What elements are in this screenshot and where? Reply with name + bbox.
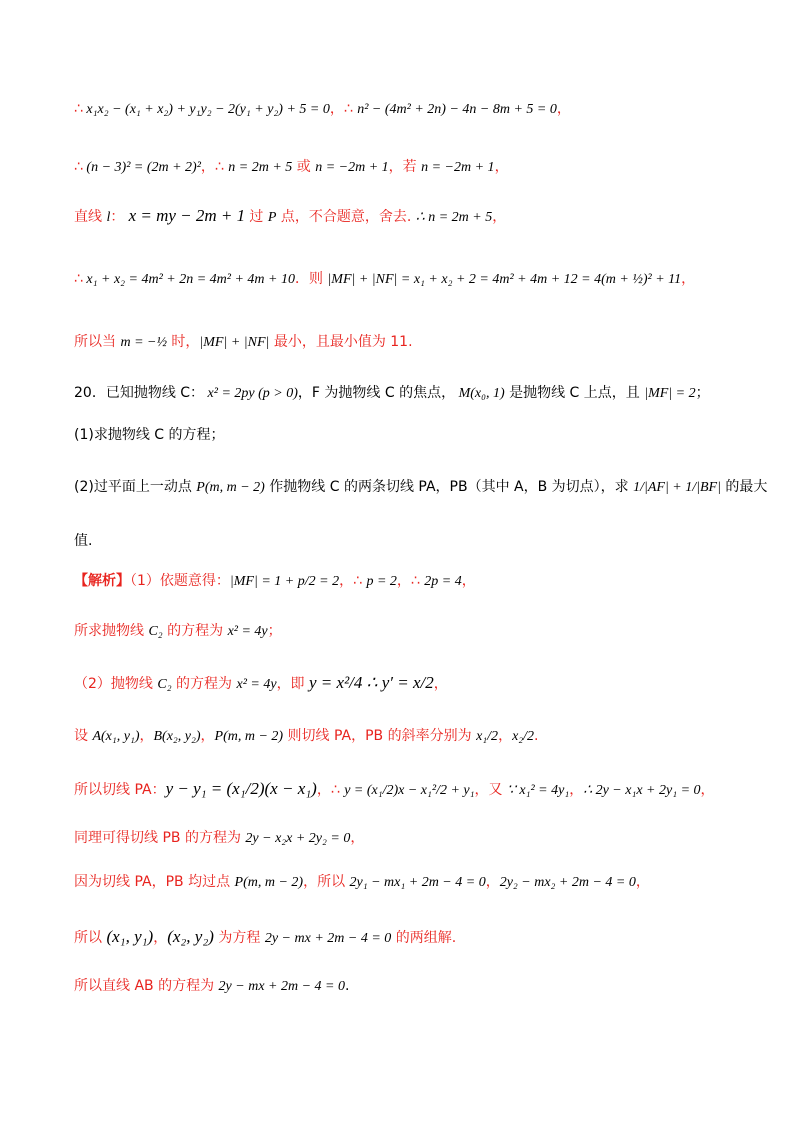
text-segment: ， <box>492 209 507 225</box>
math-expression: |MF| = 2 <box>644 386 696 401</box>
question-20-stem <box>74 382 710 405</box>
question-20-part-1 <box>74 424 225 446</box>
text-segment: 作抛物线 C 的两条切线 PA，PB（其中 A，B 为切点），求 <box>264 479 634 495</box>
math-expression: ∵ x₁² = 4y₁ <box>506 783 570 798</box>
text-segment: ∴ <box>74 159 83 175</box>
math-expression: y = (x₁/2)x − x₁²/2 + y₁ <box>344 783 475 798</box>
text-segment: 同理可得切线 PB 的方程为 <box>74 830 246 846</box>
math-expression: ∴ 2y − x₁x + 2y₁ = 0 <box>583 783 701 798</box>
text-segment: . <box>344 978 350 994</box>
math-expression: P <box>267 210 277 225</box>
math-expression: x² = 4y <box>227 624 268 639</box>
text-segment: 的方程为 <box>162 623 228 639</box>
text-segment: 的最大 <box>720 479 768 495</box>
text-segment: ， <box>635 874 650 890</box>
text-segment: 的两组解. <box>391 930 457 946</box>
text-segment: ．则 <box>295 271 328 287</box>
math-expression: 2p = 4 <box>424 574 462 589</box>
text-segment: (2)过平面上一动点 <box>74 479 197 495</box>
text-segment: ，∴ <box>339 573 367 589</box>
text-segment: 所以直线 AB 的方程为 <box>74 978 219 994</box>
text-segment: ； <box>267 623 282 639</box>
math-expression: ∴ n = 2m + 5 <box>415 210 493 225</box>
analysis-line-2 <box>74 620 282 643</box>
math-expression: (n − 3)² = (2m + 2)² <box>82 160 201 175</box>
math-expression: B(x₂, y₂) <box>153 729 201 744</box>
text-segment: 【解析】 <box>74 573 130 589</box>
text-segment: 过 <box>249 209 268 225</box>
math-expression: 2y − x₂x + 2y₂ = 0 <box>245 831 351 846</box>
text-segment: 为方程 <box>213 930 265 946</box>
text-segment: 最小，且最小值为 11. <box>269 334 413 350</box>
text-segment: ， <box>433 676 448 692</box>
solution-line-1 <box>74 98 571 121</box>
math-expression: (x₂, y₂) <box>167 927 214 946</box>
text-segment: ，∴ <box>396 573 425 589</box>
analysis-line-6 <box>74 827 364 850</box>
math-expression: x² = 4y <box>236 677 277 692</box>
analysis-line-3 <box>74 672 448 696</box>
text-segment: 时， <box>166 334 200 350</box>
analysis-line-1 <box>74 570 476 593</box>
text-segment: ， <box>461 573 476 589</box>
math-expression: l <box>106 210 111 225</box>
text-segment: ， <box>200 728 215 744</box>
analysis-line-8 <box>74 926 456 950</box>
text-segment: （2）抛物线 <box>74 676 158 692</box>
text-segment: ， <box>350 830 365 846</box>
text-segment: ， <box>494 159 509 175</box>
math-expression: m = −½ <box>120 335 167 350</box>
math-expression: x₁x₂ − (x₁ + x₂) + y₁y₂ − 2(y₁ + y₂) + 5 = 0 <box>82 102 330 117</box>
text-segment: 因为切线 PA，PB 均过点 <box>74 874 235 890</box>
math-expression: 1/|AF| + 1/|BF| <box>633 480 721 495</box>
math-expression: y − y₁ = (x₁/2)(x − x₁) <box>165 779 317 798</box>
text-segment: 则切线 PA，PB 的斜率分别为 <box>283 728 477 744</box>
math-expression: C₂ <box>148 624 163 639</box>
math-expression: |MF| = 1 + p/2 = 2 <box>229 574 340 589</box>
solution-line-4 <box>74 268 695 291</box>
math-expression: n = −2m + 1 <box>421 160 495 175</box>
analysis-line-5 <box>74 778 715 802</box>
math-expression: M(x₀, 1) <box>455 386 505 401</box>
math-expression: 2y − mx + 2m − 4 = 0 <box>264 931 392 946</box>
math-expression: p = 2 <box>366 574 397 589</box>
text-segment: ， <box>498 728 513 744</box>
text-segment: 点，不合题意，舍去. <box>276 209 416 225</box>
question-20-part-2-cont <box>74 530 92 552</box>
text-segment: ，∴ <box>316 782 345 798</box>
math-expression: y = x²/4 ∴ y′ = x/2 <box>309 673 434 692</box>
math-expression: n = −2m + 1 <box>315 160 389 175</box>
math-expression: A(x₁, y₁) <box>92 729 140 744</box>
text-segment: 设 <box>74 728 93 744</box>
math-expression: x₁/2 <box>476 729 499 744</box>
math-expression: x = my − 2m + 1 <box>124 206 250 225</box>
math-expression: (x₁, y₁) <box>106 927 154 946</box>
question-20-part-2 <box>74 476 767 499</box>
text-segment: . <box>534 728 539 744</box>
text-segment: 的方程为 <box>171 676 237 692</box>
text-segment: ，又 <box>474 782 507 798</box>
math-expression: x₂/2 <box>512 729 535 744</box>
text-segment: ，即 <box>276 676 310 692</box>
text-segment: ，若 <box>388 159 422 175</box>
solution-line-5 <box>74 331 413 354</box>
solution-line-2 <box>74 156 509 179</box>
text-segment: ， <box>139 728 154 744</box>
math-expression: C₂ <box>157 677 172 692</box>
math-expression: P(m, m − 2) <box>214 729 284 744</box>
math-expression: P(m, m − 2) <box>196 480 265 495</box>
text-segment: 所以切线 PA： <box>74 782 166 798</box>
math-expression: 2y − mx + 2m − 4 = 0 <box>218 979 345 994</box>
math-expression: n = 2m + 5 <box>228 160 293 175</box>
math-expression: |MF| + |NF| = x₁ + x₂ + 2 = 4m² + 4m + 12 = 4(m + ½)² + 11 <box>327 272 682 287</box>
text-segment: ，所以 <box>303 874 350 890</box>
math-expression: n² − (4m² + 2n) − 4n − 8m + 5 = 0 <box>357 102 557 117</box>
text-segment: 是抛物线 C 上点，且 <box>504 385 645 401</box>
text-segment: 直线 <box>74 209 107 225</box>
text-segment: ，∴ <box>329 101 358 117</box>
math-expression: x₁ + x₂ = 4m² + 2n = 4m² + 4m + 10 <box>82 272 295 287</box>
solution-line-3 <box>74 205 506 229</box>
text-segment: 20．已知抛物线 C： <box>74 385 205 401</box>
math-expression: x² = 2py (p > 0) <box>204 386 298 401</box>
text-segment: ， <box>681 271 696 287</box>
text-segment: ∴ <box>74 101 83 117</box>
text-segment: ： <box>110 209 125 225</box>
text-segment: ∴ <box>74 271 83 287</box>
math-expression: 2y₂ − mx₂ + 2m − 4 = 0 <box>499 875 636 890</box>
text-segment: 值. <box>74 533 93 549</box>
math-expression: |MF| + |NF| <box>199 335 270 350</box>
analysis-line-9 <box>74 975 349 998</box>
text-segment: ， <box>153 930 168 946</box>
text-segment: (1)求抛物线 C 的方程； <box>74 427 225 443</box>
text-segment: 所求抛物线 <box>74 623 149 639</box>
analysis-line-7 <box>74 871 650 894</box>
math-expression: 2y₁ − mx₁ + 2m − 4 = 0 <box>349 875 486 890</box>
text-segment: ， <box>556 101 571 117</box>
text-segment: ，F 为抛物线 C 的焦点， <box>297 385 456 401</box>
text-segment: ，∴ <box>200 159 229 175</box>
text-segment: ， <box>569 782 584 798</box>
text-segment: ； <box>695 385 710 401</box>
text-segment: 或 <box>292 159 316 175</box>
text-segment: 所以 <box>74 930 107 946</box>
text-segment: ， <box>700 782 715 798</box>
text-segment: 所以当 <box>74 334 121 350</box>
text-segment: ， <box>485 874 500 890</box>
text-segment: （1）依题意得： <box>130 573 230 589</box>
analysis-line-4 <box>74 725 539 748</box>
math-expression: P(m, m − 2) <box>234 875 304 890</box>
